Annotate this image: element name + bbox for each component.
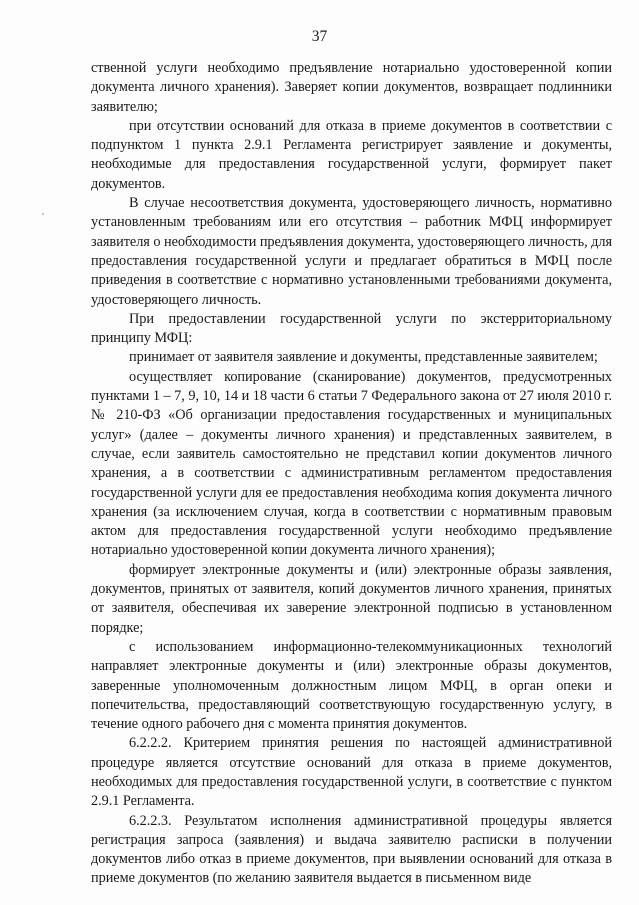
paragraph: осуществляет копирование (сканирование) документов, предусмотренных пунктами 1 – 7, 9, 10, 14 и 18 части 6 статьи 7 Федерального закона от 27 июля 2010 г. № 210-ФЗ «Об организации предоставления государственных и муниципальных услуг» (далее – документы личного хранения) и представленных заявителем, в случае, если заявитель самостоятельно не представил копии документов личного хранения, а в соответствии с административным регламентом предоставления государственной услуги для ее предоставления необходима копия документа личного хранения (за исключением случая, когда в соответствии с нормативным правовым актом для предоставления государственной услуги необходимо предъявление нотариально удостоверенной копии документа личного хранения); [91, 368, 612, 559]
paragraph: ственной услуги необходимо предъявление нотариально удостоверенной копии документа личного хранения). Заверяет копии документов, возвращает подлинники заявителю; [91, 60, 612, 115]
page-number: 37 [311, 28, 328, 45]
paragraph: При предоставлении государственной услуги по экстерриториальному принципу МФЦ: [91, 310, 612, 347]
paragraph: с использованием информационно-телекоммуникационных технологий направляет электронные документы и (или) электронные образы документов, заверенные уполномоченным должностным лицом МФЦ, в орган опеки и попечительства, предоставляющий соответствующую государственную услугу, в течение одного рабочего дня с момента принятия документов. [91, 638, 612, 733]
paragraph: 6.2.2.3. Результатом исполнения административной процедуры является регистрация запроса (заявления) и выдача заявителю расписки в получении документов либо отказ в приеме документов, при выявлении оснований для отказа в приеме документов (по желанию заявителя выдается в письменном виде [91, 812, 612, 887]
paragraph: 6.2.2.2. Критерием принятия решения по настоящей административной процедуре является отсутствие оснований для отказа в приеме документов, необходимых для предоставления государственной услуги, в соответствие с пунктом 2.9.1 Регламента. [91, 735, 612, 810]
paragraph: формирует электронные документы и (или) электронные образы заявления, документов, принятых от заявителя, копий документов личного хранения, принятых от заявителя, обеспечивая их заверение электронной подписью в установленном порядке; [91, 561, 612, 636]
paragraph: при отсутствии оснований для отказа в приеме документов в соответствии с подпунктом 1 пункта 2.9.1 Регламента регистрирует заявление и документы, необходимые для предоставления государственной услуги, формирует пакет документов. [91, 117, 612, 192]
body-text [91, 59, 612, 889]
paragraph: принимает от заявителя заявление и документы, представленные заявителем; [129, 349, 598, 366]
paragraph: В случае несоответствия документа, удостоверяющего личность, нормативно установленным требованиям или его отсутствия – работник МФЦ информирует заявителя о необходимости предъявления документа, удостоверяющего личность, для предоставления государственной услуги и предлагает обратиться в МФЦ после приведения в соответствие с нормативно установленными требованиями документа, удостоверяющего личность. [91, 195, 612, 308]
scan-speck [42, 213, 44, 215]
